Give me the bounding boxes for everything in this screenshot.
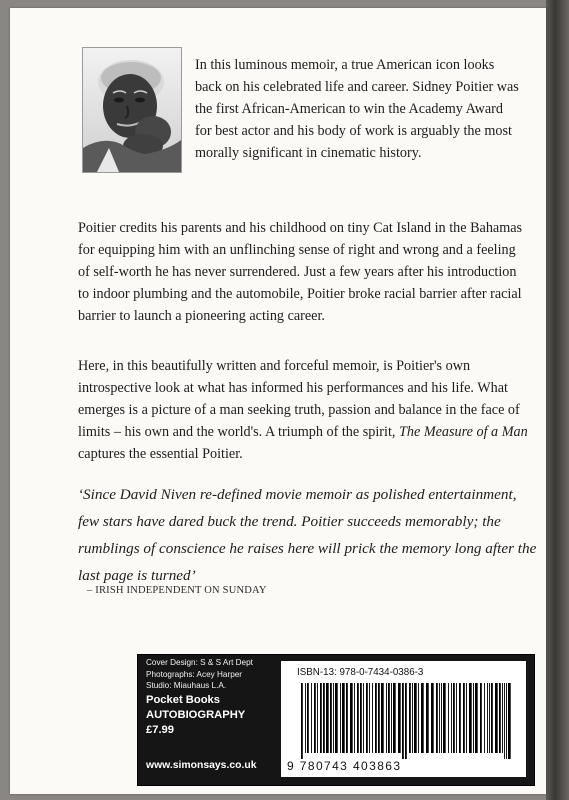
barcode-bar: [330, 683, 332, 753]
publisher-block: [146, 693, 245, 738]
barcode-bar: [508, 683, 511, 759]
barcode-bar: [402, 683, 404, 759]
publisher-website: www.simonsays.co.uk: [146, 760, 257, 771]
blurb-paragraph-1: In this luminous memoir, a true American icon looks back on his celebrated life and career. Sidney Poitier was the first African-American to win the Academy Award for best actor and his body of work is arguably the most morally significant in cinematic history.: [195, 57, 519, 161]
barcode-bar: [414, 683, 417, 753]
barcode-bar: [378, 683, 380, 753]
barcode-bar: [317, 683, 318, 753]
barcode-bar: [421, 683, 424, 753]
barcode-bar: [506, 683, 507, 759]
blurb-paragraph-3-end: captures the essential Poitier.: [78, 446, 243, 462]
barcode-bar: [489, 683, 490, 753]
barcode-bar: [466, 683, 467, 753]
blurb-paragraph-3-start: Here, in this beautifully written and forceful memoir, is Poitier's own introspective look at what has informed his performances and his life. What emerges is a picture of a man seeking truth, passion and balance in the face of limits – his own and the world's. A triumph of the spirit,: [78, 358, 520, 440]
barcode-bar: [495, 683, 498, 753]
barcode-bar: [448, 683, 449, 753]
barcode-bar: [307, 683, 309, 753]
barcode-bar: [301, 683, 303, 759]
book-title: The Measure of a Man: [398, 424, 528, 440]
barcode-bar: [369, 683, 370, 753]
barcode-bar: [346, 683, 348, 753]
barcode-bar: [363, 683, 364, 753]
barcode-bar: [441, 683, 442, 753]
review-attribution: – IRISH INDEPENDENT ON SUNDAY: [87, 585, 267, 596]
barcode-panel: [281, 661, 526, 777]
barcode-bar: [375, 683, 377, 753]
barcode-bar: [502, 683, 503, 753]
barcode-bar: [366, 683, 368, 753]
barcode-bar: [484, 683, 485, 753]
barcode-bar: [473, 683, 474, 753]
barcode-bar: [469, 683, 472, 753]
barcode-bar: [487, 683, 488, 753]
book-spine-edge: [546, 0, 569, 800]
barcode-bar: [491, 683, 493, 753]
barcode-bar: [357, 683, 359, 753]
barcode-bar: [426, 683, 429, 753]
barcode-bar: [340, 683, 341, 753]
barcode-bar: [314, 683, 316, 753]
barcode-bar: [398, 683, 401, 753]
barcode-bar: [326, 683, 329, 753]
barcode-bar: [305, 683, 306, 753]
barcode-bar: [360, 683, 362, 753]
barcode-bar: [443, 683, 446, 753]
book-price: £7.99: [146, 724, 174, 736]
barcode-bar: [342, 683, 345, 753]
credit-cover-design: Cover Design: S & S Art Dept: [146, 658, 253, 667]
credits-block: [146, 657, 281, 692]
book-category: AUTOBIOGRAPHY: [146, 709, 246, 721]
barcode-bar: [499, 683, 501, 753]
barcode-bar: [405, 683, 407, 759]
barcode-bar: [320, 683, 322, 753]
barcode-bar: [480, 683, 482, 753]
barcode-bar: [393, 683, 396, 753]
author-photo: [82, 47, 182, 173]
review-quote: ‘Since David Niven re-defined movie memoir as polished entertainment, few stars have dared buck the trend. Poitier succeeds memorably; the rumblings of conscience he raises here will prick the memory long after the last page is turned’: [78, 486, 537, 584]
barcode-bar: [311, 683, 312, 753]
barcode-bar: [412, 683, 413, 753]
blurb-paragraph-2: Poitier credits his parents and his childhood on tiny Cat Island in the Bahamas for equipping him with an unflinching sense of right and wrong and a feeling of self-worth he has never surrendered. Just a few years after his introduction to indoor plumbing and the automobile, Poitier broke racial barrier after racial barrier to launch a pioneering acting career.: [78, 220, 523, 324]
barcode-image: [293, 683, 518, 759]
barcode-bar: [439, 683, 440, 753]
barcode-bar: [386, 683, 387, 753]
barcode-bar: [431, 683, 434, 753]
barcode-number: 9 780743 403863: [287, 759, 402, 773]
isbn-label: ISBN-13: 978-0-7434-0386-3: [297, 667, 424, 678]
barcode-bar: [453, 683, 455, 753]
barcode-bar: [372, 683, 373, 753]
publisher-imprint: Pocket Books: [146, 694, 220, 706]
barcode-bar: [381, 683, 384, 753]
barcode-bar: [456, 683, 457, 753]
barcode-bar: [335, 683, 338, 753]
author-portrait-image: [83, 48, 181, 172]
barcode-bar: [459, 683, 461, 753]
blurb-paragraph-3: [78, 355, 528, 465]
barcode-bar: [463, 683, 465, 753]
barcode-bar: [409, 683, 411, 753]
barcode-bar: [350, 683, 353, 753]
barcode-bar: [504, 683, 505, 759]
credit-photographs: Photographs: Acey Harper: [146, 669, 243, 679]
barcode-bar: [418, 683, 419, 753]
barcode-bar: [333, 683, 334, 753]
barcode-bar: [354, 683, 355, 753]
barcode-bar: [391, 683, 392, 753]
barcode-bar: [475, 683, 478, 753]
barcode-bar: [436, 683, 438, 753]
barcode-bar: [388, 683, 390, 753]
credit-studio: Studio: Miauhaus L.A.: [146, 681, 227, 690]
barcode-bar: [451, 683, 452, 753]
barcode-bar: [323, 683, 325, 753]
